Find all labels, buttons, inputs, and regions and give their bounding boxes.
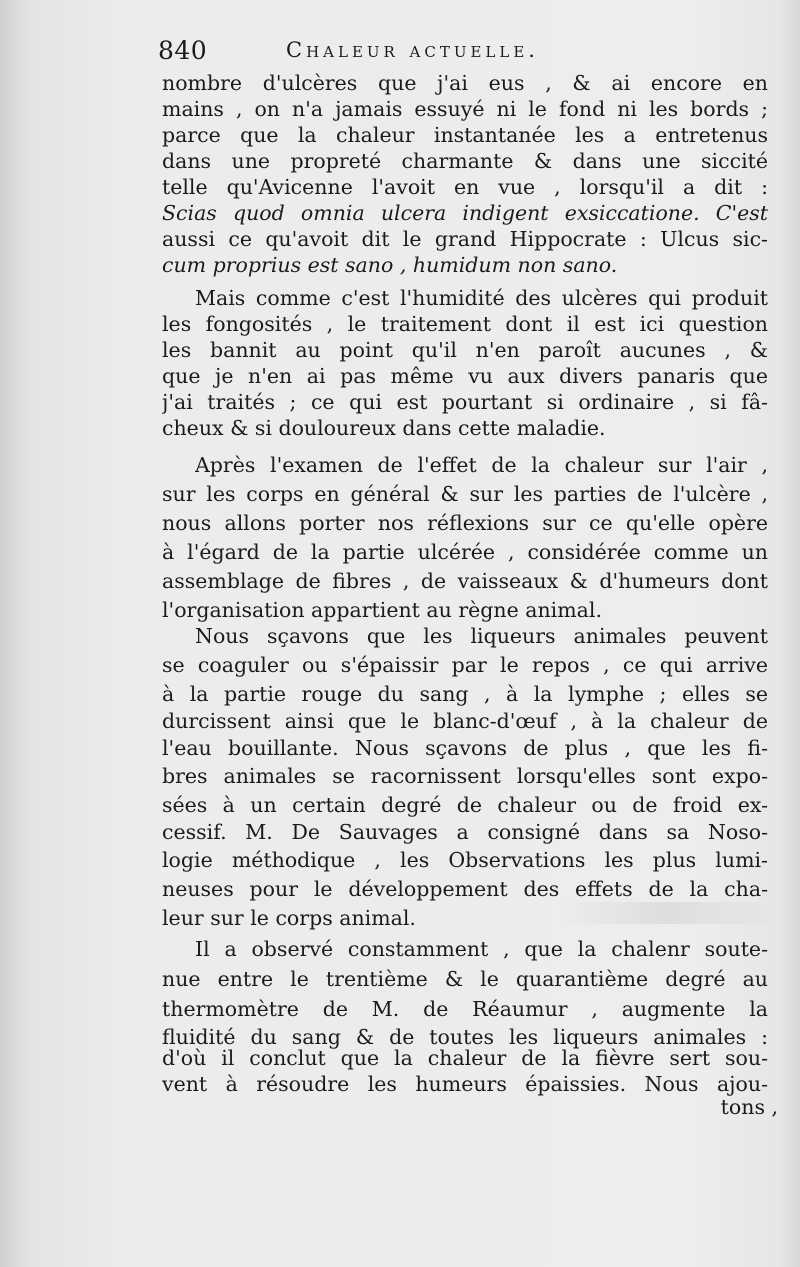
text-line: Après l'examen de l'effet de la chaleur sur l'air , [195, 453, 768, 477]
text-line: telle qu'Avicenne l'avoit en vue , lorsqu'il a dit : [162, 175, 768, 199]
text-line: nous allons porter nos réflexions sur ce qu'elle opère [162, 511, 768, 535]
text-line: sur les corps en général & sur les parties de l'ulcère , [162, 482, 768, 506]
text-line: Nous sçavons que les liqueurs animales peuvent [195, 624, 768, 648]
text-line: neuses pour le développement des effets de la cha- [162, 877, 768, 901]
text-line: se coaguler ou s'épaissir par le repos , ce qui arrive [162, 653, 768, 677]
text-line: Mais comme c'est l'humidité des ulcères qui produit [195, 286, 768, 310]
text-line: Scias quod omnia ulcera indigent exsiccatione. C'est [162, 201, 768, 225]
text-line: mains , on n'a jamais essuyé ni le fond ni les bords ; [162, 97, 768, 121]
text-line: nue entre le trentième & le quarantième degré au [162, 967, 768, 991]
catchword: tons , [720, 1095, 778, 1119]
text-line: à l'égard de la partie ulcérée , considérée comme un [162, 540, 768, 564]
running-title: Chaleur actuelle. [286, 38, 539, 62]
text-line: bres animales se racornissent lorsqu'elles sont expo- [162, 764, 768, 788]
text-line: logie méthodique , les Observations les plus lumi- [162, 848, 768, 872]
text-line: l'organisation appartient au règne animal. [162, 598, 602, 622]
text-line: aussi ce qu'avoit dit le grand Hippocrate : Ulcus sic- [162, 227, 768, 251]
text-line: d'où il conclut que la chaleur de la fièvre sert sou- [162, 1046, 768, 1070]
text-line: cheux & si douloureux dans cette maladie. [162, 416, 606, 440]
text-line: assemblage de fibres , de vaisseaux & d'humeurs dont [162, 569, 768, 593]
text-line: l'eau bouillante. Nous sçavons de plus , que les fi- [162, 736, 768, 760]
text-line: les bannit au point qu'il n'en paroît aucunes , & [162, 338, 768, 362]
text-line: durcissent ainsi que le blanc-d'œuf , à la chaleur de [162, 709, 768, 733]
text-line: fluidité du sang & de toutes les liqueurs animales : [162, 1025, 768, 1049]
text-line: vent à résoudre les humeurs épaissies. Nous ajou- [162, 1072, 768, 1096]
text-line: sées à un certain degré de chaleur ou de froid ex- [162, 793, 768, 817]
text-line: les fongosités , le traitement dont il est ici question [162, 312, 768, 336]
text-line: cum proprius est sano , humidum non sano. [162, 253, 618, 277]
text-line: parce que la chaleur instantanée les a entretenus [162, 123, 768, 147]
text-line: à la partie rouge du sang , à la lymphe ; elles se [162, 682, 768, 706]
text-line: nombre d'ulcères que j'ai eus , & ai encore en [162, 71, 768, 95]
page-number: 840 [158, 36, 208, 65]
text-line: Il a observé constamment , que la chalenr soute- [195, 937, 768, 961]
text-line: cessif. M. De Sauvages a consigné dans sa Noso- [162, 820, 768, 844]
text-line: que je n'en ai pas même vu aux divers panaris que [162, 364, 768, 388]
text-line: dans une propreté charmante & dans une siccité [162, 149, 768, 173]
text-line: leur sur le corps animal. [162, 906, 416, 930]
page-header [158, 36, 638, 72]
text-line: j'ai traités ; ce qui est pourtant si ordinaire , si fâ- [162, 390, 768, 414]
text-line: thermomètre de M. de Réaumur , augmente la [162, 997, 768, 1021]
